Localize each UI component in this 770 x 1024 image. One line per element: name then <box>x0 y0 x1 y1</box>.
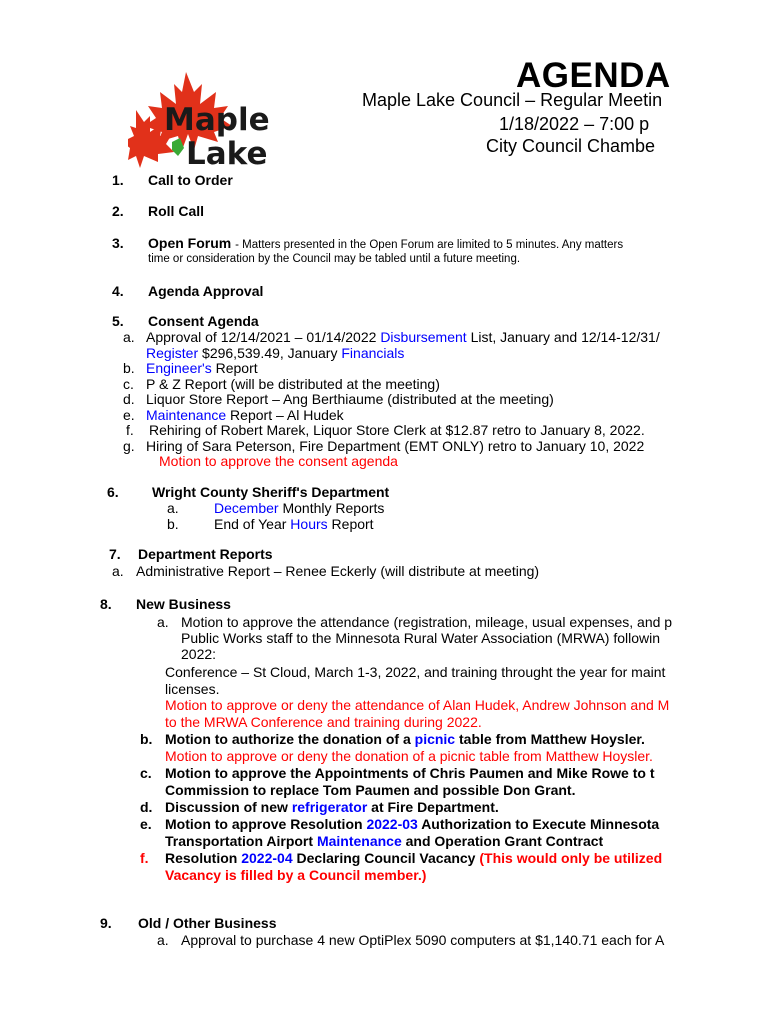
nb-e-letter: e. <box>140 816 152 832</box>
nb-f-line2: Vacancy is filled by a Council member.) <box>165 867 427 883</box>
consent-d-text: Liquor Store Report – Ang Berthiaume (distributed at the meeting) <box>146 391 554 407</box>
meeting-name: Maple Lake Council – Regular Meetin <box>362 90 663 110</box>
consent-e-post: Report – Al Hudek <box>226 407 344 423</box>
nb-d-letter: d. <box>140 799 153 815</box>
item-number-9: 9. <box>100 915 112 931</box>
nb-f-letter: f. <box>140 850 149 866</box>
picnic-link[interactable]: picnic <box>414 731 456 747</box>
consent-b-post: Report <box>211 360 258 376</box>
open-forum-desc-2: time or consideration by the Council may be tabled until a future meeting. <box>148 253 521 265</box>
nb-c-line2: Commission to replace Tom Paumen and possible Don Grant. <box>165 782 576 798</box>
disbursement-link[interactable]: Disbursement <box>380 329 467 345</box>
item-number-8: 8. <box>100 596 112 612</box>
resolution-2022-03-link[interactable]: 2022-03 <box>366 816 418 832</box>
airport-maintenance-link[interactable]: Maintenance <box>316 833 402 849</box>
maple-lake-logo <box>128 70 278 180</box>
nb-e-line2 <box>165 833 603 849</box>
nb-c-line1: Motion to approve the Appointments of Chris Paumen and Mike Rowe to t <box>165 765 655 781</box>
nb-e-text <box>165 816 659 832</box>
consent-g-text: Hiring of Sara Peterson, Fire Department (EMT ONLY) retro to January 10, 2022 <box>146 438 645 454</box>
nb-c-letter: c. <box>140 765 152 781</box>
item-number-7: 7. <box>109 546 121 562</box>
consent-g-letter: g. <box>123 438 135 454</box>
sheriff-a-text <box>214 500 384 516</box>
dept-a-letter: a. <box>112 563 124 579</box>
meeting-location: City Council Chambe <box>486 136 656 156</box>
item-open-forum <box>148 235 623 251</box>
sheriff-b-text <box>214 516 374 532</box>
item-number-2: 2. <box>112 203 124 219</box>
consent-b-text <box>146 360 258 376</box>
nb-a-letter: a. <box>157 614 169 630</box>
logo-text-maple: Maple <box>164 102 270 138</box>
item-department-reports: Department Reports <box>138 546 273 562</box>
item-roll-call: Roll Call <box>148 203 205 219</box>
sheriff-a-letter: a. <box>167 500 179 516</box>
item-number-3: 3. <box>112 235 124 251</box>
item-call-to-order: Call to Order <box>148 172 233 188</box>
item-sheriff-department: Wright County Sheriff's Department <box>152 484 390 500</box>
item-consent-agenda: Consent Agenda <box>148 313 259 329</box>
consent-f-text: Rehiring of Robert Marek, Liquor Store Clerk at $12.87 retro to January 8, 2022. <box>149 422 645 438</box>
nb-d-post: at Fire Department. <box>367 799 499 815</box>
consent-e-text <box>146 407 344 423</box>
consent-d-letter: d. <box>123 391 135 407</box>
open-forum-desc: - Matters presented in the Open Forum are limited to 5 minutes. Any matters <box>235 239 624 251</box>
refrigerator-link[interactable]: refrigerator <box>291 799 368 815</box>
nb-e-line2-pre: Transportation Airport <box>165 833 317 849</box>
nb-a-line2: Public Works staff to the Minnesota Rural Water Association (MRWA) followin <box>181 630 661 646</box>
register-link[interactable]: Register <box>146 345 199 361</box>
consent-a-pre: Approval of 12/14/2021 – 01/14/2022 <box>146 329 381 345</box>
sheriff-a-post: Monthly Reports <box>278 500 385 516</box>
financials-link[interactable]: Financials <box>341 345 405 361</box>
old-a-letter: a. <box>157 932 169 948</box>
consent-a-letter: a. <box>123 329 135 345</box>
item-number-4: 4. <box>112 283 124 299</box>
consent-a-mid: $296,539.49, January <box>198 345 342 361</box>
december-link[interactable]: December <box>214 500 279 516</box>
nb-e-post: Authorization to Execute Minnesota <box>417 816 660 832</box>
hours-link[interactable]: Hours <box>290 516 328 532</box>
nb-a-line1: Motion to approve the attendance (registration, mileage, usual expenses, and p <box>181 614 673 630</box>
item-number-1: 1. <box>112 172 124 188</box>
nb-b-pre: Motion to authorize the donation of a <box>165 731 415 747</box>
nb-b-motion: Motion to approve or deny the donation of a picnic table from Matthew Hoysler. <box>165 748 653 764</box>
consent-e-letter: e. <box>123 407 135 423</box>
item-old-other-business: Old / Other Business <box>138 915 277 931</box>
nb-a-line3: 2022: <box>181 646 217 662</box>
dept-a-text: Administrative Report – Renee Eckerly (will distribute at meeting) <box>136 563 540 579</box>
agenda-title: AGENDA <box>516 56 671 95</box>
nb-a-motion2: to the MRWA Conference and training during 2022. <box>165 714 482 730</box>
nb-e-line2-post: and Operation Grant Contract <box>401 833 604 849</box>
nb-b-post: table from Matthew Hoysler. <box>455 731 645 747</box>
consent-motion: Motion to approve the consent agenda <box>159 453 398 469</box>
maintenance-link[interactable]: Maintenance <box>146 407 227 423</box>
nb-d-pre: Discussion of new <box>165 799 292 815</box>
open-forum-title: Open Forum <box>148 235 232 251</box>
nb-f-red-note: (This would only be utilized <box>479 850 663 866</box>
nb-f-pre: Resolution <box>165 850 242 866</box>
item-number-5: 5. <box>112 313 124 329</box>
nb-a-motion1: Motion to approve or deny the attendance of Alan Hudek, Andrew Johnson and M <box>165 697 670 713</box>
engineers-link[interactable]: Engineer's <box>146 360 212 376</box>
nb-f-post: Declaring Council Vacancy <box>292 850 480 866</box>
consent-a-post: List, January and 12/14-12/31/ <box>466 329 660 345</box>
nb-b-letter: b. <box>140 731 153 747</box>
consent-c-letter: c. <box>123 376 134 392</box>
resolution-2022-04-link[interactable]: 2022-04 <box>241 850 293 866</box>
nb-a-line4: Conference – St Cloud, March 1-3, 2022, and training throught the year for maint <box>165 664 666 680</box>
sheriff-b-post: Report <box>327 516 374 532</box>
sheriff-b-letter: b. <box>167 516 179 532</box>
nb-b-text <box>165 731 645 747</box>
consent-a-text <box>146 329 660 345</box>
item-agenda-approval: Agenda Approval <box>148 283 264 299</box>
consent-a-line2 <box>146 345 404 361</box>
nb-e-pre: Motion to approve Resolution <box>165 816 367 832</box>
old-a-text: Approval to purchase 4 new OptiPlex 5090 computers at $1,140.71 each for A <box>181 932 665 948</box>
nb-f-text <box>165 850 662 866</box>
item-number-6: 6. <box>107 484 119 500</box>
sheriff-b-pre: End of Year <box>214 516 291 532</box>
nb-d-text <box>165 799 499 815</box>
consent-c-text: P & Z Report (will be distributed at the meeting) <box>146 376 440 392</box>
consent-f-letter: f. <box>126 422 134 438</box>
meeting-date-time: 1/18/2022 – 7:00 p <box>499 114 650 134</box>
nb-a-line5: licenses. <box>165 681 220 697</box>
item-new-business: New Business <box>136 596 231 612</box>
consent-b-letter: b. <box>123 360 135 376</box>
logo-text-lake: Lake <box>186 136 268 172</box>
